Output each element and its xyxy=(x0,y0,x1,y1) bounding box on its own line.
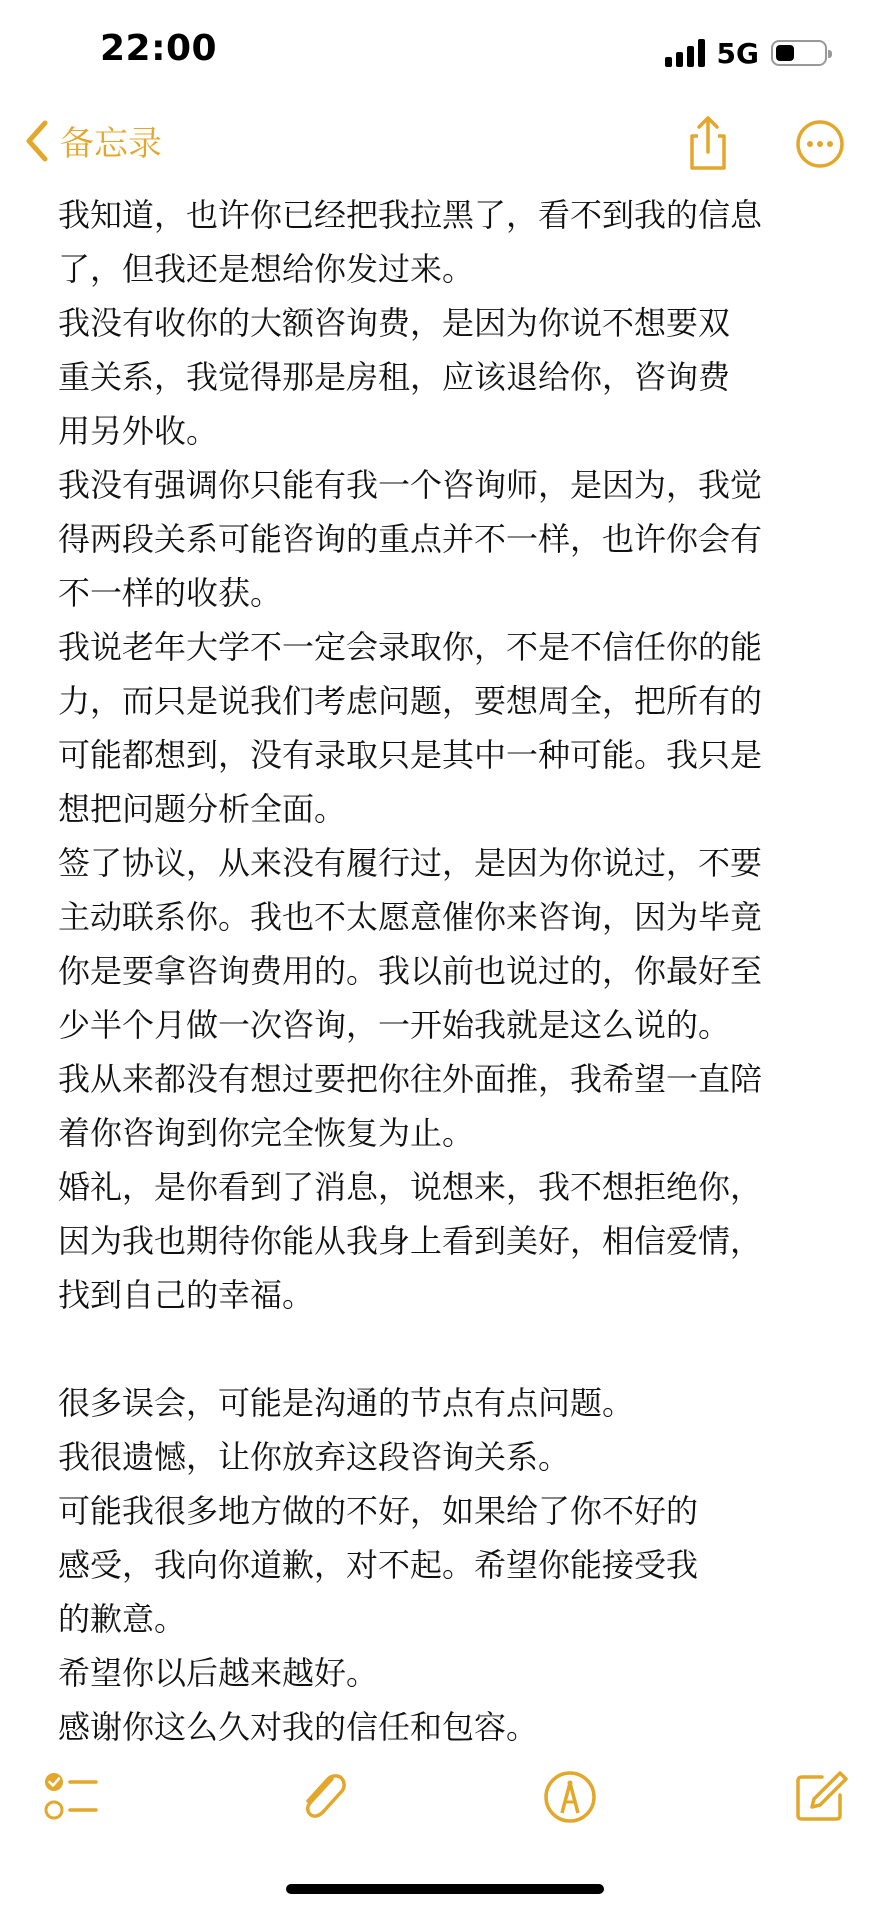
note-line: 签了协议，从来没有履行过，是因为你说过，不要 xyxy=(58,844,763,882)
note-line: 用另外收。 xyxy=(58,412,219,450)
nav-bar xyxy=(0,110,887,190)
back-label: 备忘录 xyxy=(60,124,162,164)
more-icon xyxy=(790,114,850,174)
note-line: 的歉意。 xyxy=(58,1600,187,1638)
share-button[interactable] xyxy=(678,114,738,174)
note-line: 因为我也期待你能从我身上看到美好，相信爱情， xyxy=(58,1222,763,1260)
note-line: 着你咨询到你完全恢复为止。 xyxy=(58,1114,475,1152)
note-blank-line xyxy=(58,1322,838,1376)
note-line: 感受，我向你道歉，对不起。希望你能接受我 xyxy=(58,1546,699,1584)
attach-button[interactable] xyxy=(292,1765,356,1829)
share-icon xyxy=(678,114,738,174)
note-line: 想把问题分析全面。 xyxy=(58,790,347,828)
chevron-left-icon xyxy=(24,119,50,163)
back-button[interactable] xyxy=(24,116,162,165)
note-line: 可能我很多地方做的不好，如果给了你不好的 xyxy=(58,1492,699,1530)
note-line: 婚礼，是你看到了消息，说想来，我不想拒绝你， xyxy=(58,1168,763,1206)
note-line: 重关系，我觉得那是房租，应该退给你，咨询费 xyxy=(58,358,731,396)
status-time: 22:00 xyxy=(100,28,218,69)
note-body[interactable] xyxy=(58,188,838,1754)
note-line: 感谢你这么久对我的信任和包容。 xyxy=(58,1708,539,1746)
battery-icon xyxy=(771,40,827,66)
note-line: 你是要拿咨询费用的。我以前也说过的，你最好至 xyxy=(58,952,763,990)
checklist-button[interactable] xyxy=(40,1765,104,1829)
note-line: 我从来都没有想过要把你往外面推，我希望一直陪 xyxy=(58,1060,763,1098)
network-label: 5G xyxy=(716,36,759,70)
signal-icon xyxy=(665,39,705,67)
note-line: 了，但我还是想给你发过来。 xyxy=(58,250,475,288)
note-line: 很多误会，可能是沟通的节点有点问题。 xyxy=(58,1384,635,1422)
note-line: 我没有强调你只能有我一个咨询师，是因为，我觉 xyxy=(58,466,763,504)
checklist-icon xyxy=(40,1765,104,1829)
note-line: 可能都想到，没有录取只是其中一种可能。我只是 xyxy=(58,736,763,774)
note-line: 力，而只是说我们考虑问题，要想周全，把所有的 xyxy=(58,682,763,720)
status-bar xyxy=(0,0,887,110)
more-button[interactable] xyxy=(790,114,850,174)
bottom-toolbar xyxy=(0,1765,887,1845)
note-line: 主动联系你。我也不太愿意催你来咨询，因为毕竟 xyxy=(58,898,763,936)
compose-icon xyxy=(788,1765,852,1829)
note-line: 希望你以后越来越好。 xyxy=(58,1654,379,1692)
note-line: 找到自己的幸福。 xyxy=(58,1276,315,1314)
note-line: 不一样的收获。 xyxy=(58,574,283,612)
compose-button[interactable] xyxy=(788,1765,852,1829)
markup-pen-icon xyxy=(538,1765,602,1829)
home-indicator[interactable] xyxy=(286,1884,604,1894)
note-line: 我很遗憾，让你放弃这段咨询关系。 xyxy=(58,1438,571,1476)
markup-button[interactable] xyxy=(538,1765,602,1829)
note-line: 得两段关系可能咨询的重点并不一样，也许你会有 xyxy=(58,520,763,558)
paperclip-icon xyxy=(292,1765,356,1829)
note-line: 我说老年大学不一定会录取你，不是不信任你的能 xyxy=(58,628,763,666)
note-line: 我知道，也许你已经把我拉黑了，看不到我的信息 xyxy=(58,196,763,234)
note-line: 我没有收你的大额咨询费，是因为你说不想要双 xyxy=(58,304,731,342)
status-icons xyxy=(665,34,827,72)
note-line: 少半个月做一次咨询，一开始我就是这么说的。 xyxy=(58,1006,731,1044)
